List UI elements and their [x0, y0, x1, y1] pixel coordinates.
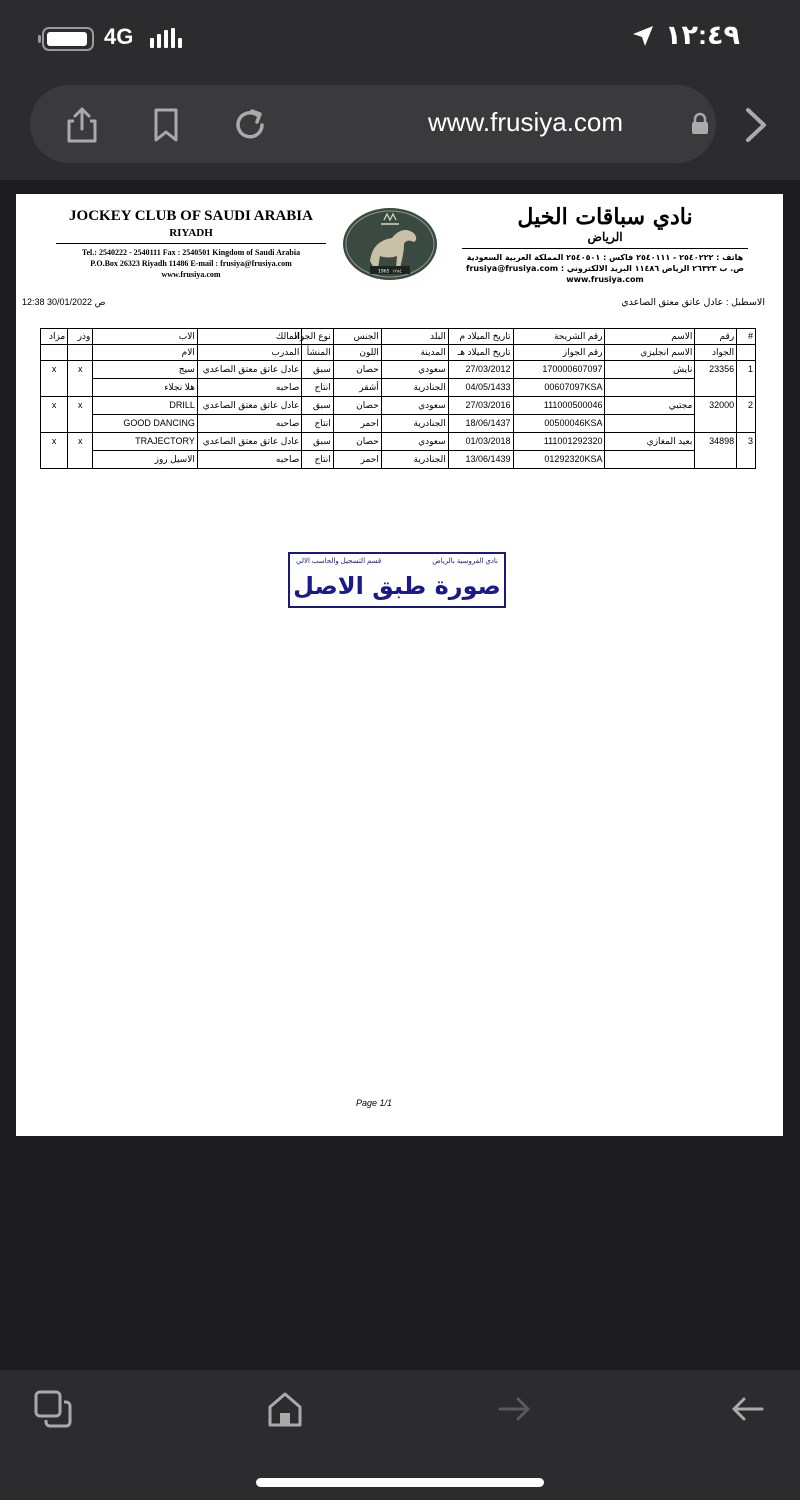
col-header: اللون [333, 345, 381, 361]
col-header: رقم الجواز [513, 345, 605, 361]
network-type: 4G [104, 24, 134, 49]
lock-icon [690, 113, 710, 135]
country: سعودي [381, 361, 448, 379]
contact-line-en-2: P.O.Box 26323 Riyadh 11486 E-mail : frusiya@frusiya.com [90, 259, 292, 268]
printed-timestamp: 12:38 30/01/2022 ص [22, 297, 106, 307]
club-name-ar: نادي سباقات الخيل [517, 204, 693, 230]
letterhead-english [56, 208, 326, 280]
table-row-detail [41, 451, 756, 469]
forward-arrow-icon[interactable] [494, 1388, 536, 1430]
horse-name: نايش [605, 361, 695, 379]
trainer: صاحبه [197, 379, 302, 397]
page-number: Page 1/1 [356, 1098, 393, 1108]
col-header: البلد [381, 329, 448, 345]
wd-flag: x [68, 361, 93, 397]
col-header: وذر [68, 329, 93, 345]
owner: عادل عاتق معتق الصاعدي [197, 433, 302, 451]
horse-number: 23356 [695, 361, 737, 397]
col-header: الجواد [695, 345, 737, 361]
country: سعودي [381, 397, 448, 415]
chevron-right-icon[interactable] [738, 105, 774, 145]
horse-type: سبق [302, 433, 333, 451]
col-header: رقم [695, 329, 737, 345]
auction-flag: x [41, 433, 68, 469]
letterhead-arabic [462, 204, 748, 285]
table-header-row-1 [41, 329, 756, 345]
passport-number: 01292320KSA [513, 451, 605, 469]
col-header: المدرب [197, 345, 302, 361]
passport-number: 00500046KSA [513, 415, 605, 433]
home-icon[interactable] [264, 1388, 306, 1430]
dam: هلا نجلاء [93, 379, 198, 397]
sex: حصان [333, 361, 381, 379]
location-arrow-icon [631, 24, 655, 48]
contact-line-en-1: Tel.: 2540222 - 2540111 Fax : 2540501 Kingdom of Saudi Arabia [81, 248, 301, 257]
passport-number: 00607097KSA [513, 379, 605, 397]
col-header [68, 345, 93, 361]
back-arrow-icon[interactable] [726, 1388, 768, 1430]
club-logo [340, 206, 440, 282]
col-header: تاريخ الميلاد هـ [448, 345, 513, 361]
signal-icon [150, 28, 184, 48]
share-icon[interactable] [62, 105, 102, 145]
bookmark-icon[interactable] [146, 105, 186, 145]
website-en: www.frusiya.com [161, 270, 221, 279]
bottom-toolbar [0, 1370, 800, 1500]
col-header: الجنس [333, 329, 381, 345]
chip-number: 111000500046 [513, 397, 605, 415]
table-row [41, 433, 756, 451]
horse-number: 34898 [695, 433, 737, 469]
horse-name: مجتبي [605, 397, 695, 415]
color: احمر [333, 415, 381, 433]
birth-date: 27/03/2012 [448, 361, 513, 379]
birth-date: 27/03/2016 [448, 397, 513, 415]
col-header: الاسم [605, 329, 695, 345]
birth-date-hijri: 13/06/1439 [448, 451, 513, 469]
table-header-row-2 [41, 345, 756, 361]
col-header [737, 345, 756, 361]
website-ar: www.frusiya.com [566, 275, 644, 284]
contact-line-ar-1: هاتف : ٢٥٤٠٢٢٢ - ٢٥٤٠١١١ فاكس : ٢٥٤٠٥٠١ المملكة العربية السعودية [466, 253, 744, 262]
table-row [41, 397, 756, 415]
url-text[interactable]: www.frusiya.com [428, 107, 624, 137]
col-header: المنشأ [302, 345, 333, 361]
reload-icon[interactable] [230, 105, 270, 145]
birth-date-hijri: 18/06/1437 [448, 415, 513, 433]
address-bar[interactable] [30, 85, 716, 163]
col-header: الاب [93, 329, 198, 345]
horse-number: 32000 [695, 397, 737, 433]
time-group [631, 20, 740, 51]
table-row-detail [41, 379, 756, 397]
battery-icon [42, 27, 94, 51]
sire: DRILL [93, 397, 198, 415]
horse-name: بعيد المغازي [605, 433, 695, 451]
contact-line-ar-2: ص. ب ٢٦٣٢٣ الرياض ١١٤٨٦ البريد الالكتروني : frusiya@frusiya.com [465, 264, 745, 273]
table-row-detail [41, 415, 756, 433]
sex: حصان [333, 433, 381, 451]
document-page [16, 194, 783, 1136]
stable-owner: الاسطبل : عادل عاتق معتق الصاعدي [621, 297, 765, 308]
stamp-text: صورة طبق الاصل [293, 572, 501, 600]
col-header: المالك [197, 329, 302, 345]
logo-year-left: 1965 [378, 269, 390, 275]
city: الجنادرية [381, 451, 448, 469]
trainer: صاحبه [197, 415, 302, 433]
col-header: # [737, 329, 756, 345]
col-header: مزاد [41, 329, 68, 345]
row-number: 3 [737, 433, 756, 469]
horses-table [40, 328, 756, 469]
col-header: الام [93, 345, 198, 361]
color: احمر [333, 451, 381, 469]
row-number: 2 [737, 397, 756, 433]
tabs-icon[interactable] [32, 1388, 74, 1430]
horse-name-en [605, 451, 695, 469]
col-header: رقم الشريحة [513, 329, 605, 345]
horse-name-en [605, 379, 695, 397]
birth-date: 01/03/2018 [448, 433, 513, 451]
dam: الاسيل روز [93, 451, 198, 469]
chip-number: 111001292320 [513, 433, 605, 451]
origin: انتاج [302, 415, 333, 433]
city: الجنادرية [381, 415, 448, 433]
status-bar [0, 0, 800, 78]
country: سعودي [381, 433, 448, 451]
city: الجنادرية [381, 379, 448, 397]
origin: انتاج [302, 379, 333, 397]
chip-number: 170000607097 [513, 361, 605, 379]
horse-type: سبق [302, 361, 333, 379]
col-header: الاسم انجليزي [605, 345, 695, 361]
clock: ١٢:٤٩ [665, 20, 740, 50]
col-header: المدينة [381, 345, 448, 361]
sire: TRAJECTORY [93, 433, 198, 451]
auction-flag: x [41, 361, 68, 397]
horse-name-en [605, 415, 695, 433]
color: أشقر [333, 379, 381, 397]
sex: حصان [333, 397, 381, 415]
trainer: صاحبه [197, 451, 302, 469]
birth-date-hijri: 04/05/1433 [448, 379, 513, 397]
logo-year-right: ١٣٨٤ [392, 269, 402, 275]
owner: عادل عاتق معتق الصاعدي [197, 397, 302, 415]
row-number: 1 [737, 361, 756, 397]
dam: GOOD DANCING [93, 415, 198, 433]
wd-flag: x [68, 433, 93, 469]
col-header: تاريخ الميلاد م [448, 329, 513, 345]
col-header: نوع الجواد [302, 329, 333, 345]
stamp-department: قسم التسجيل والحاسب الالي [296, 558, 382, 565]
stamp-club: نادي الفروسية بالرياض [432, 558, 498, 565]
city-ar: الرياض [587, 230, 623, 244]
auction-flag: x [41, 397, 68, 433]
wd-flag: x [68, 397, 93, 433]
club-name-en: JOCKEY CLUB OF SAUDI ARABIA [69, 208, 313, 224]
table-row [41, 361, 756, 379]
certified-copy-stamp [288, 552, 506, 608]
sire: سيج [93, 361, 198, 379]
city-en: RIYADH [169, 227, 213, 239]
owner: عادل عاتق معتق الصاعدي [197, 361, 302, 379]
home-indicator[interactable] [256, 1478, 544, 1487]
origin: انتاج [302, 451, 333, 469]
document-viewport[interactable] [0, 180, 800, 1370]
horse-type: سبق [302, 397, 333, 415]
col-header [41, 345, 68, 361]
